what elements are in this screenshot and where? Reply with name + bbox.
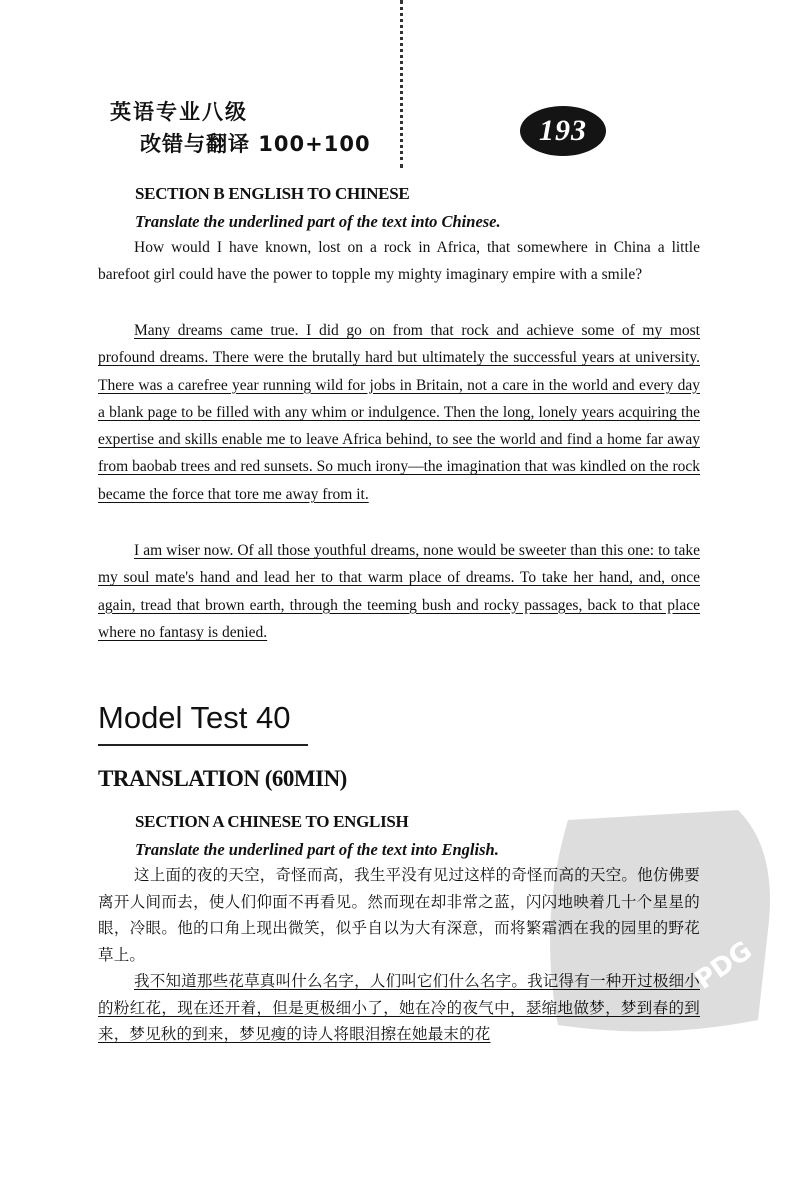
section-b-paragraph-3 [98,537,700,646]
section-b-instruction: Translate the underlined part of the text into Chinese. [135,212,501,231]
page-number-badge [520,106,606,156]
page-number: 193 [539,114,587,147]
model-test-title: Model Test 40 [98,700,291,735]
section-b-paragraph-2 [98,317,700,508]
paragraph-text: How would I have known, lost on a rock in Africa, that somewhere in China a little barefoot girl could have the power to topple my mighty imaginary empire with a smile? [98,239,700,284]
watermark-seal [528,790,788,1050]
section-a-instruction: Translate the underlined part of the text into English. [135,840,499,859]
book-series-title: 英语专业八级 [110,100,248,124]
section-b-heading: SECTION B ENGLISH TO CHINESE [135,184,410,203]
section-a-heading: SECTION A CHINESE TO ENGLISH [135,812,409,831]
underlined-text: Many dreams came true. I did go on from that rock and achieve some of my most profound dreams. There were the brutally hard but ultimately the successful years at university. There was a carefree year running wild for jobs in Britain, not a care in the world and every day a blank page to be filled with any whim or indulgence. Then the long, lonely years acquiring the expertise and skills enable me to leave Africa behind, to see the world and find a home far away from baobab trees and red sunsets. So much irony—the imagination that was kindled on the rock became the force that tore me away from it. [98,322,700,503]
underlined-text: I am wiser now. Of all those youthful dreams, none would be sweeter than this one: to take my soul mate's hand and lead her to that warm place of dreams. To take her hand, and, once again, tread that brown earth, through the teeming bush and rocky passages, back to that place where no fantasy is denied. [98,542,700,641]
watermark-text: PDG [689,935,758,996]
underlined-text: 我不知道那些花草真叫什么名字，人们叫它们什么名字。我记得有一种开过极细小的粉红花，现在还开着，但是更极细小了，她在冷的夜气中，瑟缩地做梦，梦到春的到来，梦见秋的到来，梦见瘦的诗人将眼泪擦在她最末的花 [98,972,700,1044]
translation-heading: TRANSLATION (60MIN) [98,766,347,791]
title-rule [98,744,308,746]
book-title: 改错与翻译 100+100 [140,132,371,156]
header-divider [400,0,403,168]
section-b-paragraph-1 [98,234,700,289]
paragraph-text: 这上面的夜的天空，奇怪而高，我生平没有见过这样的奇怪而高的天空。他仿佛要离开人间而去，使人们仰面不再看见。然而现在却非常之蓝，闪闪地映着几十个星星的眼，冷眼。他的口角上现出微笑，似乎自以为大有深意，而将繁霜洒在我的园里的野花草上。 [98,866,700,964]
